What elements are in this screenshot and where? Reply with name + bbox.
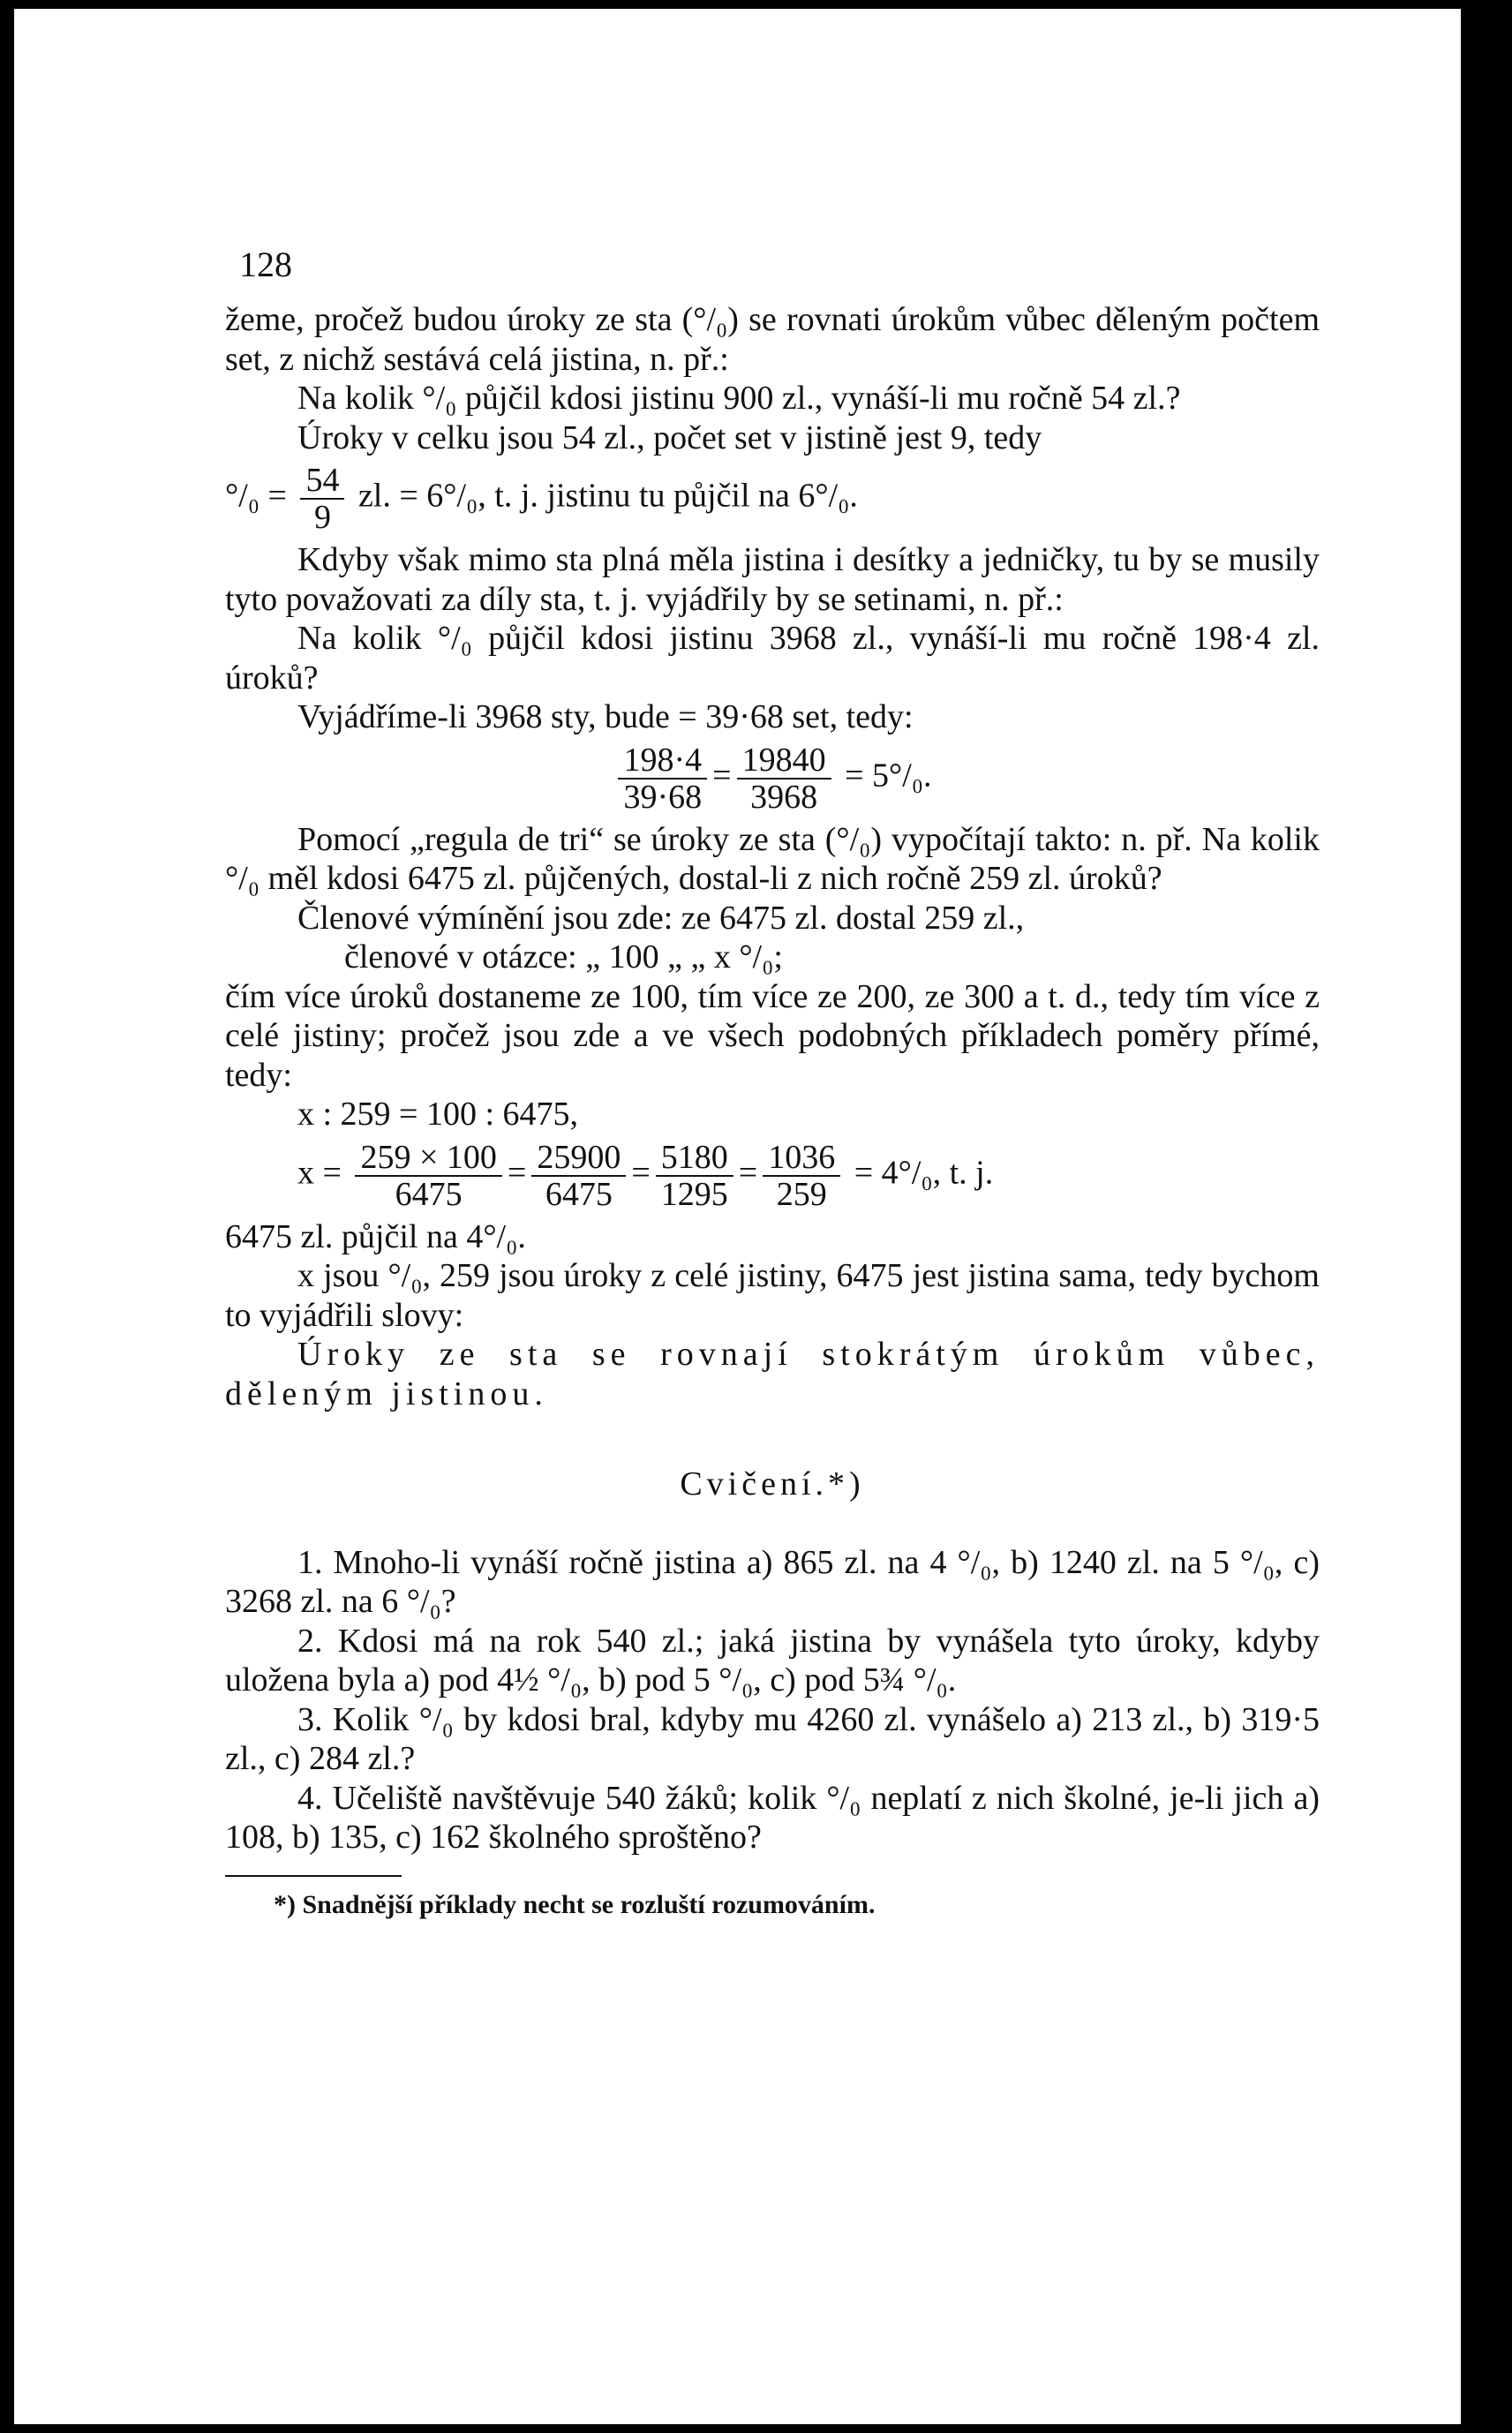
paragraph: Pomocí „regula de tri“ se úroky ze sta (°/₀) vypočítají takto: n. př. Na kolik °/₀ měl kdosi 6475 zl. půjčených, dostal-li z nich ročně 259 zl. úroků? [225,820,1320,897]
fraction-denominator: 6475 [545,1175,613,1213]
fraction-numerator: 198·4 [618,742,707,780]
paragraph: žeme, pročež budou úroky ze sta (°/₀) se rovnati úrokům vůbec děleným počtem set, z nichž sestává celá jistina, n. př.: [225,301,1320,378]
fraction [300,463,344,535]
page-body [225,300,1320,1925]
scan-edge [1461,0,1512,2433]
fraction [763,1140,840,1212]
exercise-item: 2. Kdosi má na rok 540 zl.; jaká jistina by vynášela tyto úroky, kdyby uložena byla a) pod 4½ °/₀, b) pod 5 °/₀, c) pod 5¾ °/₀. [225,1622,1320,1699]
eq1-lhs: °/₀ = [225,477,287,515]
equation-3: x = $\frac{259 \times 100}{6475}$ = $\frac{25900}{6475}$ = $\frac{5180}{1295}$ = $\frac{1036}{259}$ = 4°/₀, t. j. [297,1138,994,1213]
fraction-numerator: 25900 [531,1140,626,1177]
paragraph: Úroky v celku jsou 54 zl., počet set v jistině jest 9, tedy [297,418,1042,456]
eq3-result: = 4°/₀, t. j. [854,1154,994,1192]
fraction-numerator: 5180 [656,1140,733,1177]
paragraph: 6475 zl. půjčil na 4°/₀. [225,1217,526,1255]
exercises-heading: Cvičení.*) [680,1465,865,1503]
fraction-denominator: 6475 [395,1175,463,1213]
fraction-denominator: 39·68 [623,778,703,816]
rule-statement: Úroky ze sta se rovnají stokrátým úrokům vůbec, děleným jistinou. [225,1336,1320,1412]
paragraph: Kdyby však mimo sta plná měla jistina i desítky a jedničky, tu by se musily tyto považovati za díly sta, t. j. vyjádřily by se setinami, n. př.: [225,541,1320,618]
equation-1 [225,463,1320,535]
page-number: 128 [239,245,292,284]
fraction-numerator: 19840 [737,742,831,780]
fraction-denominator: 1295 [660,1175,728,1213]
paragraph: Členové výmínění jsou zde: ze 6475 zl. dostal 259 zl., [297,899,1025,937]
fraction [737,742,831,815]
paragraph: členové v otázce: „ 100 „ „ x °/₀; [344,938,783,975]
paragraph: x jsou °/₀, 259 jsou úroky z celé jistiny, 6475 jest jistina sama, tedy bychom to vyjádřili slovy: [225,1257,1320,1334]
exercise-item: 4. Učeliště navštěvuje 540 žáků; kolik °/₀ neplatí z nich školné, je-li jich a) 108, b) 135, c) 162 školného sproštěno? [225,1779,1320,1856]
fraction-denominator: 3968 [750,778,818,816]
equation-2: $\frac{198\cdot 4}{39\cdot 68}$ = $\frac{19840}{3968}$ = 5°/₀. [225,742,1320,815]
paragraph: Na kolik °/₀ půjčil kdosi jistinu 900 zl., vynáší-li mu ročně 54 zl.? [297,380,1181,417]
footnote: *) Snadnější příklady necht se rozluští rozumováním. [274,1889,876,1919]
fraction-numerator: 259 × 100 [355,1140,501,1177]
fraction-denominator: 9 [313,499,331,536]
paragraph: čím více úroků dostaneme ze 100, tím více ze 200, ze 300 a t. d., tedy tím více z celé jistiny; pročež jsou zde a ve všech podobných příkladech poměry přímé, tedy: [225,977,1320,1094]
exercise-item: 1. Mnoho-li vynáší ročně jistina a) 865 zl. na 4 °/₀, b) 1240 zl. na 5 °/₀, c) 3268 zl. na 6 °/₀? [225,1543,1320,1620]
fraction-numerator: 54 [300,463,344,500]
eq3-lhs: x = [297,1154,342,1192]
footnote-rule [225,1875,402,1877]
paragraph: Vyjádříme-li 3968 sty, bude = 39·68 set, tedy: [297,698,914,735]
fraction [355,1140,501,1212]
paragraph: Na kolik °/₀ půjčil kdosi jistinu 3968 zl., vynáší-li mu ročně 198·4 zl. úroků? [225,620,1320,697]
fraction [656,1140,733,1212]
paragraph: x : 259 = 100 : 6475, [297,1096,579,1133]
fraction-numerator: 1036 [763,1140,840,1177]
eq2-result: = 5°/₀. [845,757,932,795]
fraction [531,1140,626,1212]
fraction-denominator: 259 [776,1175,827,1213]
fraction [618,742,707,815]
exercise-item: 3. Kolik °/₀ by kdosi bral, kdyby mu 4260 zl. vynášelo a) 213 zl., b) 319·5 zl., c) 284 zl.? [225,1700,1320,1777]
eq1-rest: zl. = 6°/₀, t. j. jistinu tu půjčil na 6°/₀. [357,477,858,515]
